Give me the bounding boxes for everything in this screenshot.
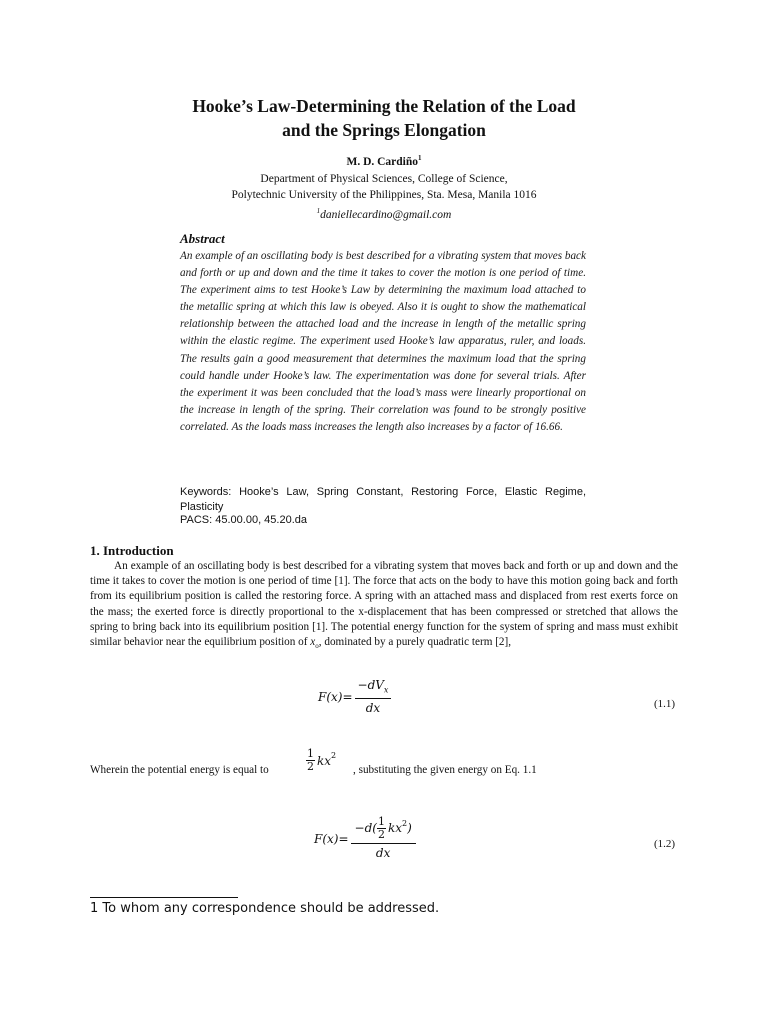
intro-text-main: An example of an oscillating body is best described for a vibrating system that moves back and forth or up and down and the time it takes to cover the motion is one period of time [1]. The force that acts on the body to have this motion going back and forth from its equilibrium position is called the restoring force. A spring with an attached mass and displaced from rest exerts force on the mass; the exerted force is directly proportional to the x-displacement that has been compressed or stretched that allows the spring to bring back into its equilibrium position [1]. The potential energy function for the system of spring and mass must exhibit similar behavior near the equilibrium position of: [90, 560, 678, 649]
equation-number-1-1: (1.1): [654, 698, 676, 710]
affiliation-line-1: Department of Physical Sciences, College of Science,: [260, 173, 508, 185]
eq2-kx: kx: [387, 821, 402, 835]
eq1-denominator: dx: [365, 701, 381, 716]
eq2-denominator: dx: [375, 846, 391, 860]
eq1-lhs: F(x)=: [318, 690, 353, 705]
eq1-fraction: [355, 678, 392, 716]
kx-sup: 2: [331, 751, 337, 760]
title-line-2: and the Springs Elongation: [282, 120, 486, 140]
abstract-body: An example of an oscillating body is best described for a vibrating system that moves back and forth or up and down and the time it takes to cover the motion is one period of time. The experiment aims to test Hooke’s Law by determining the maximum load attached to the metallic spring at which this law is obeyed. Also it is ought to show the mathematical relationship between the attached load and the increase in length of the metallic spring within the elastic regime. The experiment used Hooke’s law apparatus, ruler, and loads. The results gain a good measurement that determines the maximum load that the spring could handle under Hooke’s law. The experimentation was done for several trials. After the experiment it was been concluded that the load’s mass were linearly proportional on the increase in length of the spring. Their correlation was found to be strongly positive correlated. As the loads mass increases the length also increases by a factor of 16.66.: [180, 250, 586, 433]
eq2-numerator: [351, 816, 416, 844]
affiliation-line-2: Polytechnic University of the Philippines, Sta. Mesa, Manila 1016: [231, 189, 537, 201]
eq2-fraction: [351, 816, 416, 861]
kx-expr: kx: [317, 753, 332, 768]
intro-text-end: , dominated by a purely quadratic term [2],: [318, 636, 512, 649]
eq2-numerator-suffix: ): [407, 821, 412, 835]
footnote-rule: [90, 897, 238, 898]
eq1-numerator-text: −dV: [357, 678, 384, 692]
section-heading-introduction: 1. Introduction: [90, 543, 174, 558]
half-den: 2: [307, 760, 314, 773]
pacs-codes: PACS: 45.00.00, 45.20.da: [180, 514, 307, 526]
footnote: 1 To whom any correspondence should be addressed.: [90, 901, 440, 916]
eq2-half-fraction: [377, 816, 386, 841]
title-line-1: Hooke’s Law-Determining the Relation of the Load: [192, 96, 576, 116]
potential-energy-text: Wherein the potential energy is equal to: [90, 764, 269, 776]
author-name: [0, 154, 768, 168]
equation-number-1-2: (1.2): [654, 838, 676, 850]
eq2-numerator-prefix: −d(: [354, 821, 377, 835]
abstract-heading: Abstract: [180, 231, 225, 246]
intro-var-x: x: [310, 636, 316, 649]
email-superscript: 1: [316, 207, 321, 215]
half-num: 1: [307, 747, 314, 760]
eq2-kx-sup: 2: [401, 819, 408, 828]
email-text: daniellecardino@gmail.com: [320, 208, 452, 221]
eq2-half-num: 1: [377, 815, 385, 828]
potential-energy-expression: [306, 748, 336, 773]
equation-1-2: [314, 816, 416, 861]
author-superscript: 1: [418, 154, 422, 162]
half-fraction: [306, 748, 315, 773]
keywords: Keywords: Hooke’s Law, Spring Constant, Restoring Force, Elastic Regime, Plasticity: [180, 486, 586, 513]
substitution-text: , substituting the given energy on Eq. 1.1: [353, 764, 537, 776]
introduction-paragraph: [90, 559, 678, 654]
paper-title: [0, 94, 768, 142]
affiliation-block: [0, 171, 768, 223]
eq1-numerator-sub: x: [383, 685, 389, 695]
eq1-numerator: [355, 678, 392, 699]
intro-var-sub: o: [315, 642, 319, 651]
author-email: [0, 203, 768, 223]
eq2-half-den: 2: [377, 828, 385, 841]
author-text: M. D. Cardiño: [346, 155, 419, 168]
equation-1-1: [318, 678, 391, 716]
eq2-lhs: F(x)=: [314, 831, 349, 846]
